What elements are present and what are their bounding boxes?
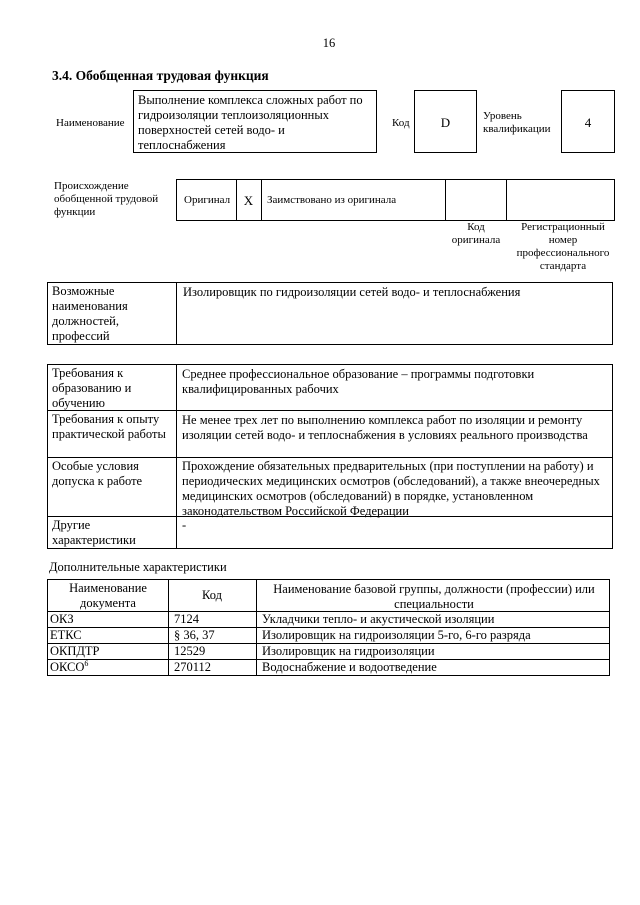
row-code: 270112: [174, 660, 212, 674]
function-name-text: Выполнение комплекса сложных работ по гидроизоляции теплоизоляционных поверхностей сетей водо- и теплоснабжения: [138, 93, 363, 152]
name-label: Наименование: [56, 117, 125, 129]
origin-label: Происхождение обобщенной трудовой функции: [54, 180, 159, 218]
row-doc: ОКПДТР: [50, 644, 100, 658]
origin-mark: X: [243, 193, 254, 208]
req-education-value: Среднее профессиональное образование – программы подготовки квалифицированных рабочих: [182, 367, 535, 396]
page-number: 16: [322, 36, 336, 50]
row-name: Водоснабжение и водоотведение: [262, 660, 437, 674]
code-label: Код: [392, 117, 410, 129]
req-education-label: Требования к образованию и обучению: [52, 366, 132, 410]
origin-reg-caption: Регистрационный номер профессионального стандарта: [516, 221, 610, 272]
row-code: 7124: [174, 612, 199, 626]
row-code: 12529: [174, 644, 206, 658]
code-value: D: [440, 115, 451, 130]
footnote-marker: 6: [84, 658, 89, 668]
row-doc: [50, 660, 88, 675]
row-name: Изолировщик на гидроизоляции: [262, 644, 435, 658]
origin-borrowed: Заимствовано из оригинала: [267, 194, 397, 206]
level-value: 4: [584, 115, 592, 130]
req-experience-value: Не менее трех лет по выполнению комплекса работ по изоляции и ремонту изоляции сетей водо- и теплоснабжения в условиях реального производства: [182, 413, 588, 442]
req-conditions-label: Особые условия допуска к работе: [52, 459, 143, 488]
req-other-label: Другие характеристики: [52, 518, 136, 547]
row-doc-text: ОКСО: [50, 660, 85, 674]
req-conditions-value: Прохождение обязательных предварительных (при поступлении на работу) и периодических медицинских осмотров (обследований), а также внеочередных медицинских осмотров (обследований) в порядке, установленном законодательством Российской Федерации: [182, 459, 600, 518]
req-experience-label: Требования к опыту практической работы: [52, 412, 166, 441]
positions-label: Возможные наименования должностей, профессий: [52, 284, 128, 343]
col-header-document: Наименование документа: [69, 581, 147, 610]
row-doc: ЕТКС: [50, 628, 82, 642]
row-name: Изолировщик на гидроизоляции 5-го, 6-го разряда: [262, 628, 531, 642]
col-header-name: Наименование базовой группы, должности (профессии) или специальности: [273, 582, 595, 611]
positions-value: Изолировщик по гидроизоляции сетей водо- и теплоснабжения: [183, 285, 521, 299]
row-doc: ОКЗ: [50, 612, 74, 626]
row-name: Укладчики тепло- и акустической изоляции: [262, 612, 495, 626]
req-other-value: -: [182, 518, 187, 532]
level-label: Уровень квалификации: [483, 110, 551, 135]
code-box: [414, 90, 477, 153]
col-header-code: Код: [202, 588, 222, 602]
function-name-box: [133, 90, 377, 153]
row-code: § 36, 37: [174, 628, 215, 642]
origin-original: Оригинал: [184, 194, 231, 206]
section-title: 3.4. Обобщенная трудовая функция: [52, 68, 269, 83]
origin-code-caption: Код оригинала: [451, 221, 501, 246]
additional-title: Дополнительные характеристики: [49, 560, 227, 574]
level-box: [561, 90, 615, 153]
